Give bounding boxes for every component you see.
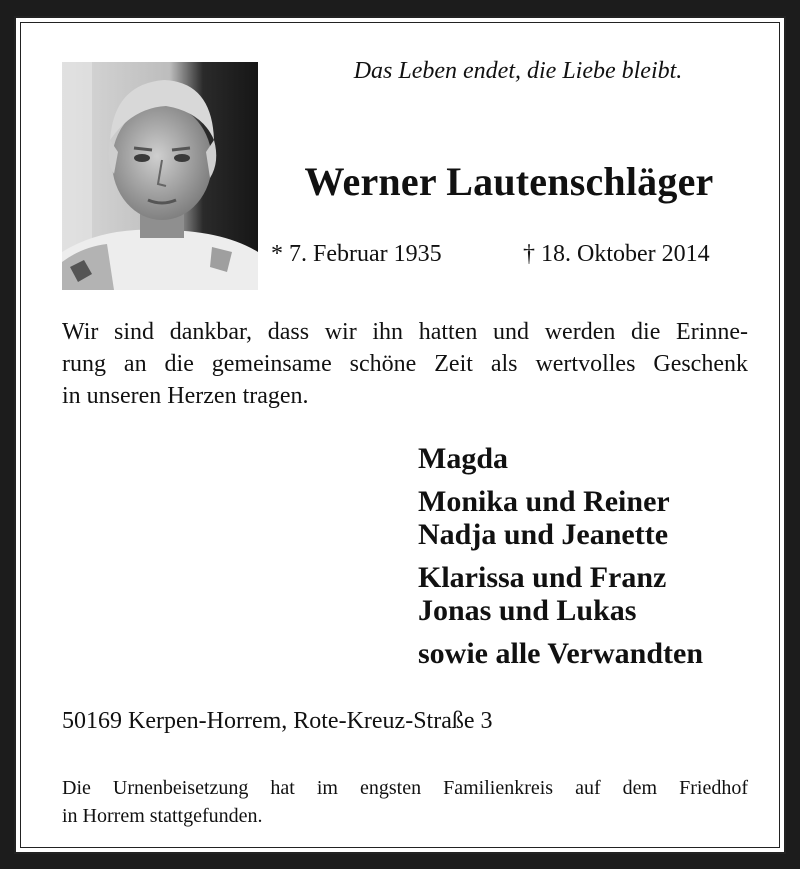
mourner-group [418,485,703,551]
mourner-group [418,637,703,670]
mourner-name: Nadja und Jeanette [418,518,669,551]
gratitude-line: rung an die gemeinsame schöne Zeit als wertvolles Geschenk [62,351,748,377]
death-date: † 18. Oktober 2014 [523,241,710,267]
mourner-name: Magda [418,442,508,475]
birth-date: * 7. Februar 1935 [271,241,442,267]
obituary-notice [14,16,786,854]
burial-line: in Horrem stattgefunden. [62,805,263,827]
address: 50169 Kerpen-Horrem, Rote-Kreuz-Straße 3 [62,708,493,734]
burial-line: Die Urnenbeisetzung hat im engsten Familienkreis auf dem Friedhof [62,777,748,799]
portrait-photo [62,62,258,290]
gratitude-line: in unseren Herzen tragen. [62,383,309,409]
mourner-name: Jonas und Lukas [418,594,637,627]
gratitude-text [62,316,748,412]
mourners-list [418,442,703,680]
portrait-photo-icon [62,62,258,290]
mourner-group [418,561,703,627]
burial-note [62,774,748,830]
deceased-name: Werner Lautenschläger [304,159,714,204]
mourner-name: Klarissa und Franz [418,561,667,594]
gratitude-line: Wir sind dankbar, dass wir ihn hatten und werden die Erinne- [62,319,748,345]
mourner-group [418,442,703,475]
mourner-name: Monika und Reiner [418,485,670,518]
motto: Das Leben endet, die Liebe bleibt. [353,58,683,84]
mourner-name: sowie alle Verwandten [418,637,703,670]
